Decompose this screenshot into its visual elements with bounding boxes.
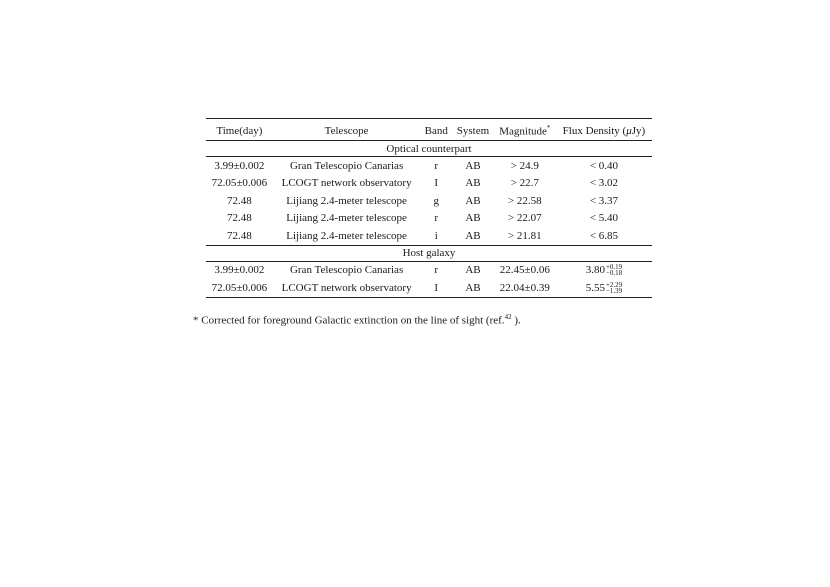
- magnitude-footnote-mark: *: [546, 123, 551, 132]
- footnote-text: Corrected for foreground Galactic extinction on the line of sight (ref.: [198, 314, 505, 327]
- table-header-row: [206, 121, 652, 141]
- flux-value: 3.80: [585, 264, 605, 277]
- data-table: [206, 118, 652, 298]
- cell-telescope: LCOGT network observatory: [281, 177, 412, 190]
- cell-band: I: [420, 279, 452, 297]
- col-telescope-header: Telescope: [273, 121, 421, 141]
- cell-telescope: Gran Telescopio Canarias: [289, 159, 404, 172]
- magnitude-header-label: Magnitude: [499, 125, 547, 138]
- cell-flux: [556, 279, 652, 297]
- cell-magnitude: 22.45±0.06: [499, 264, 550, 277]
- cell-magnitude: > 21.81: [507, 229, 542, 242]
- table-row: [206, 192, 652, 210]
- cell-system: AB: [465, 229, 481, 242]
- cell-flux: < 5.40: [589, 212, 619, 225]
- cell-time: 72.48: [227, 229, 252, 242]
- cell-system: AB: [465, 264, 481, 277]
- cell-band: r: [434, 212, 439, 225]
- cell-time: 72.48: [227, 212, 252, 225]
- cell-telescope: LCOGT network observatory: [273, 279, 421, 297]
- flux-error: [606, 264, 622, 276]
- cell-telescope: Lijiang 2.4-meter telescope: [286, 212, 407, 225]
- cell-band: r: [434, 264, 439, 277]
- footnote-ref: 42: [504, 313, 512, 321]
- cell-time: 72.05±0.006: [206, 279, 273, 297]
- flux-error-upper: +2.29: [605, 280, 623, 289]
- table-top-rule: [206, 118, 652, 119]
- cell-time: 3.99±0.002: [214, 159, 265, 172]
- section-title: Optical counterpart: [206, 141, 652, 157]
- flux-header-label: Flux Density (: [562, 124, 627, 137]
- cell-flux: < 3.37: [589, 194, 619, 207]
- col-band-header: Band: [420, 121, 452, 141]
- cell-band: i: [434, 229, 438, 242]
- cell-system: AB: [465, 159, 481, 172]
- flux-value: 5.55: [585, 281, 605, 294]
- cell-system: AB: [465, 212, 481, 225]
- cell-band: I: [434, 177, 439, 190]
- cell-magnitude: > 22.07: [507, 212, 542, 225]
- cell-flux: < 3.02: [589, 177, 619, 190]
- cell-time: 72.05±0.006: [211, 177, 268, 190]
- col-system-header: System: [452, 121, 494, 141]
- table-row: [206, 210, 652, 228]
- cell-time: 3.99±0.002: [214, 264, 265, 277]
- cell-time: 72.48: [227, 194, 252, 207]
- flux-error: [606, 282, 622, 294]
- flux-error-upper: +0.19: [605, 263, 623, 272]
- col-flux-header: [556, 121, 652, 141]
- cell-system: AB: [465, 194, 481, 207]
- table-row: [206, 227, 652, 245]
- table-row: [206, 175, 652, 193]
- cell-band: g: [433, 194, 439, 207]
- cell-flux: < 0.40: [589, 159, 619, 172]
- cell-system: AB: [465, 177, 481, 190]
- table-footnote: [193, 313, 521, 327]
- table-row: [206, 279, 652, 297]
- cell-telescope: Lijiang 2.4-meter telescope: [286, 194, 407, 207]
- footnote-text-end: ).: [511, 314, 521, 327]
- cell-system: AB: [452, 279, 494, 297]
- section-title: Host galaxy: [206, 245, 652, 261]
- cell-magnitude: > 22.7: [510, 177, 539, 190]
- col-time-header: Time(day): [206, 121, 273, 141]
- col-magnitude-header: [494, 121, 556, 141]
- flux-unit-mu: μ: [626, 124, 632, 137]
- section-header-host: [206, 245, 652, 261]
- flux-error-lower: −0.18: [605, 269, 623, 278]
- table-row: [206, 157, 652, 175]
- flux-unit-jy: Jy): [631, 124, 646, 137]
- table-row: [206, 261, 652, 279]
- cell-flux: < 6.85: [589, 229, 619, 242]
- cell-magnitude: 22.04±0.39: [494, 279, 556, 297]
- cell-telescope: Lijiang 2.4-meter telescope: [286, 229, 407, 242]
- cell-magnitude: > 22.58: [507, 194, 542, 207]
- section-header-optical: [206, 141, 652, 157]
- cell-magnitude: > 24.9: [510, 159, 539, 172]
- cell-telescope: Gran Telescopio Canarias: [289, 264, 404, 277]
- cell-flux: [556, 261, 652, 279]
- footnote-mark: *: [193, 314, 199, 327]
- flux-error-lower: −1.39: [605, 286, 623, 295]
- cell-band: r: [434, 159, 439, 172]
